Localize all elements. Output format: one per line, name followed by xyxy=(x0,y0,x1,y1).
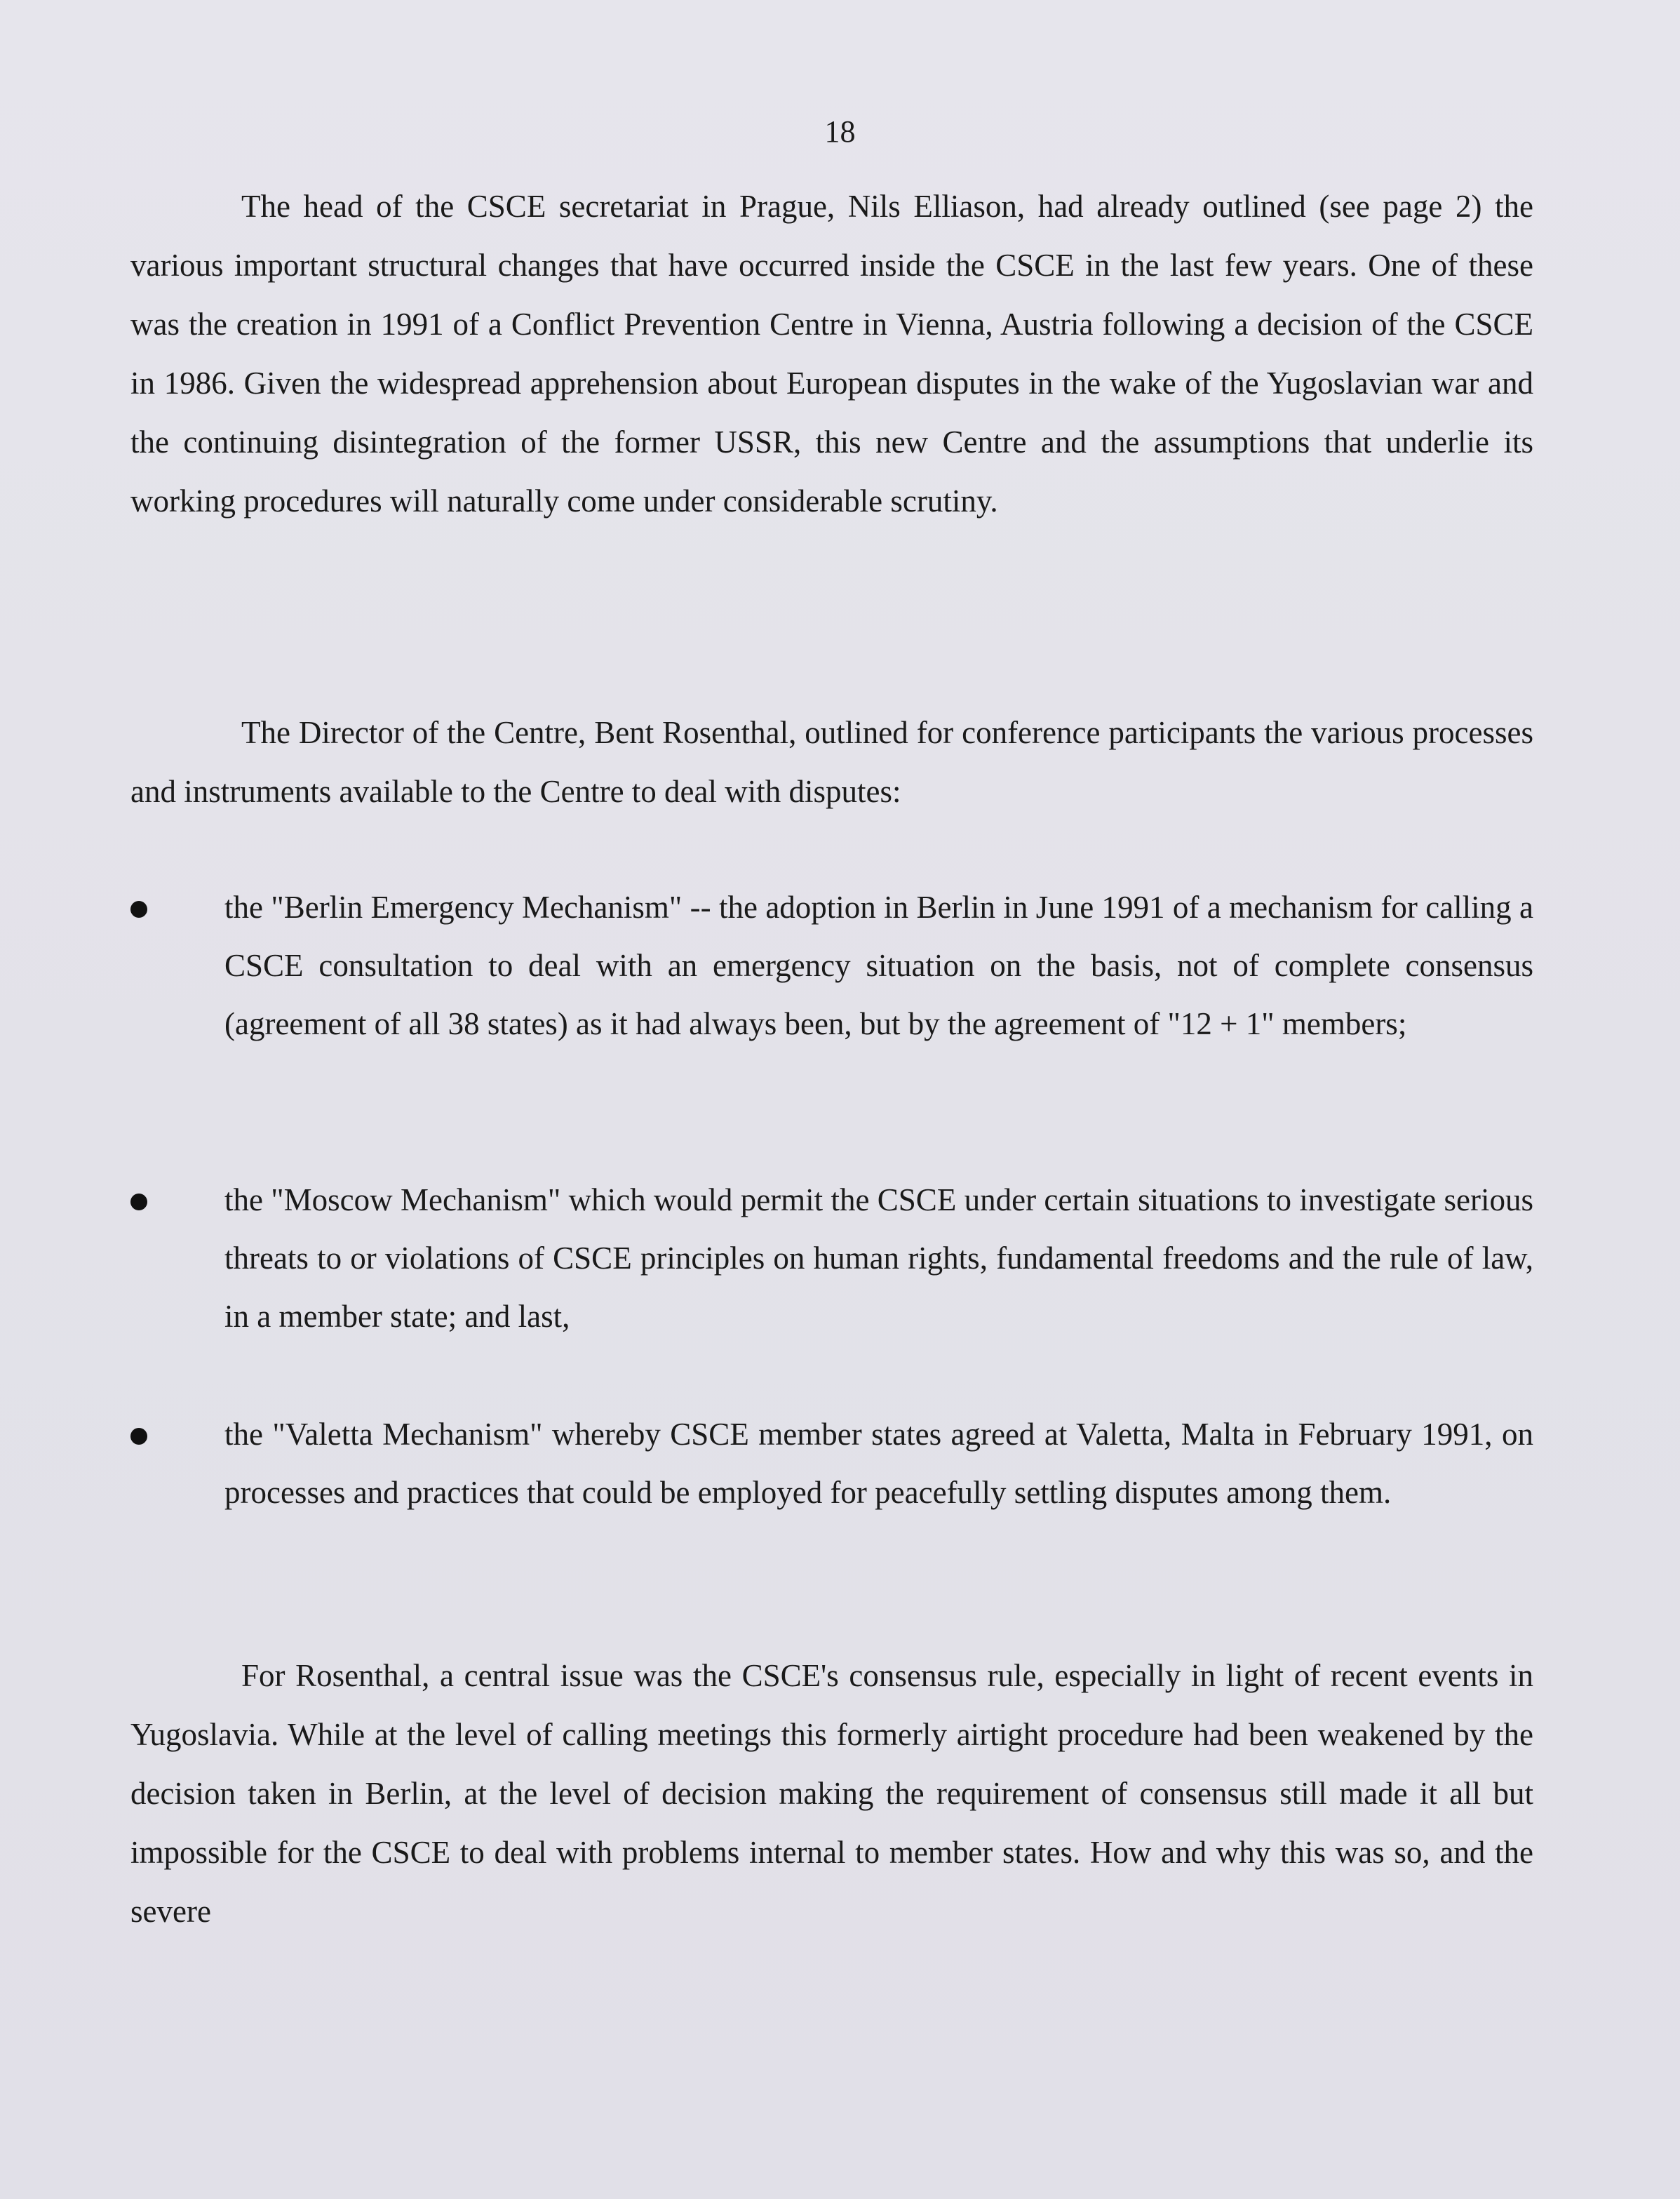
bullet-icon xyxy=(130,1428,147,1445)
bullet-icon xyxy=(130,1194,147,1210)
bullet-text: the "Berlin Emergency Mechanism" -- the adoption in Berlin in June 1991 of a mechanism for calling a CSCE consultation to deal with an emergency situation on the basis, not of complete consensus (agreement of all 38 states) as it had always been, but by the agreement of "12 + 1" members; xyxy=(224,890,1533,1041)
bullet-text: the "Valetta Mechanism" whereby CSCE member states agreed at Valetta, Malta in February 1991, on processes and practices that could be employed for peacefully settling disputes among them. xyxy=(224,1417,1533,1510)
paragraph-consensus-rule: For Rosenthal, a central issue was the CSCE's consensus rule, especially in light of recent events in Yugoslavia. While at the level of calling meetings this formerly airtight procedure had been weakened by the decision taken in Berlin, at the level of decision making the requirement of consensus still made it all but impossible for the CSCE to deal with problems internal to member states. How and why this was so, and the severe xyxy=(130,1658,1533,1929)
paragraph-centre-director: The Director of the Centre, Bent Rosenthal, outlined for conference participants the various processes and instruments available to the Centre to deal with disputes: xyxy=(130,715,1533,809)
bullet-text: the "Moscow Mechanism" which would permit the CSCE under certain situations to investigate serious threats to or violations of CSCE principles on human rights, fundamental freedoms and the rule of law, in a member state; and last, xyxy=(224,1182,1533,1334)
paragraph-csce-structural-changes: The head of the CSCE secretariat in Prague, Nils Elliason, had already outlined (see page 2) the various important structural changes that have occurred inside the CSCE in the last few years. One of these was the creation in 1991 of a Conflict Prevention Centre in Vienna, Austria following a decision of the CSCE in 1986. Given the widespread apprehension about European disputes in the wake of the Yugoslavian war and the continuing disintegration of the former USSR, this new Centre and the assumptions that underlie its working procedures will naturally come under considerable scrutiny. xyxy=(130,189,1533,519)
bullet-icon xyxy=(130,901,147,918)
page-number: 18 xyxy=(824,114,856,149)
